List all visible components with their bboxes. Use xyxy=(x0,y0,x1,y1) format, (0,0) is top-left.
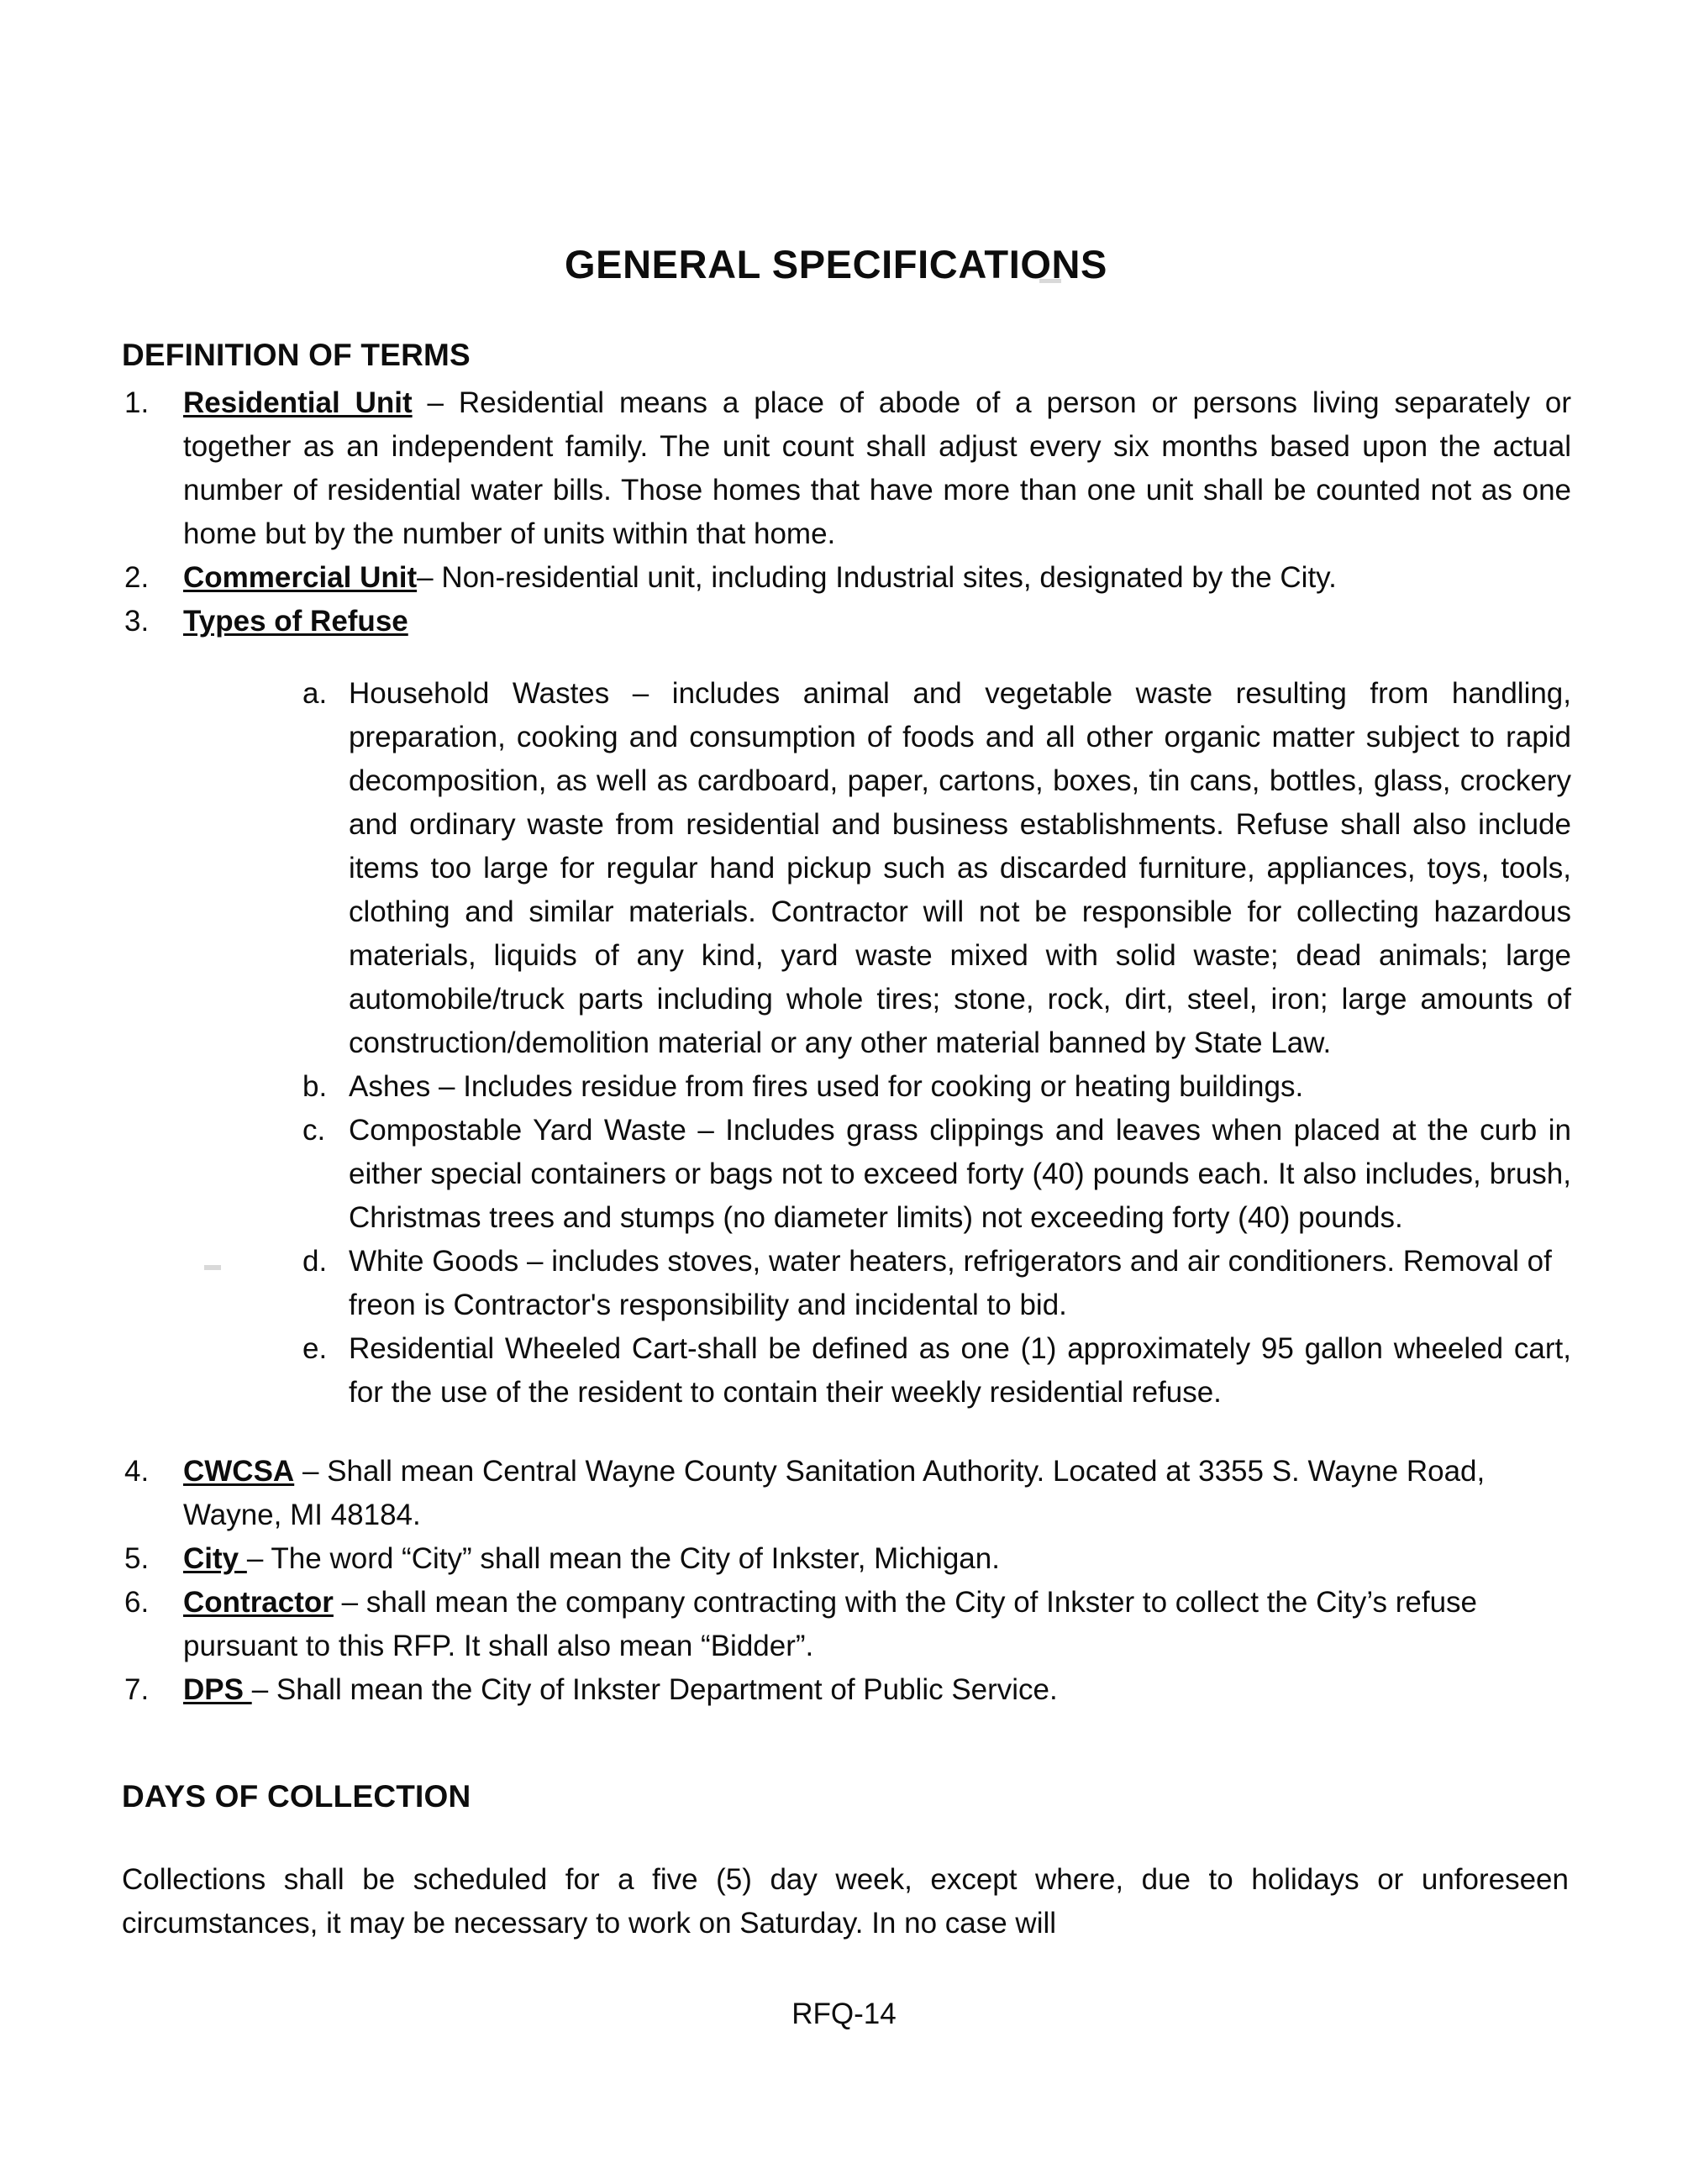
list-item-commercial-unit xyxy=(122,556,1571,600)
refuse-type-text: Ashes – Includes residue from fires used for cooking or heating buildings. xyxy=(349,1070,1304,1103)
definition-body xyxy=(183,1537,1571,1581)
definition-body xyxy=(183,1581,1571,1668)
list-marker: d. xyxy=(302,1245,328,1278)
spacer xyxy=(122,1415,1571,1450)
definition-text: – Shall mean the City of Inkster Department of Public Service. xyxy=(251,1673,1058,1706)
refuse-type-household-wastes xyxy=(302,672,1571,1065)
defined-term: DPS xyxy=(183,1673,252,1706)
page-content xyxy=(122,0,1571,1945)
refuse-type-text: Residential Wheeled Cart-shall be defined as one (1) approximately 95 gallon wheeled cart, for the use of the resident to contain their weekly residential refuse. xyxy=(349,1332,1571,1409)
list-marker: 1. xyxy=(124,386,150,419)
definition-text: – Non-residential unit, including Industrial sites, designated by the City. xyxy=(417,561,1337,594)
defined-term: Types of Refuse xyxy=(183,605,408,638)
refuse-type-text: White Goods – includes stoves, water heaters, refrigerators and air conditioners. Removal of freon is Contractor's responsibility and incidental to bid. xyxy=(349,1245,1552,1321)
definition-body xyxy=(183,1450,1571,1537)
list-item-contractor xyxy=(122,1581,1571,1668)
list-item-city xyxy=(122,1537,1571,1581)
definition-body xyxy=(183,1668,1571,1712)
section-heading-definition-of-terms: DEFINITION OF TERMS xyxy=(122,338,471,372)
refuse-types-wrapper xyxy=(122,643,1571,1415)
list-marker: 4. xyxy=(124,1455,150,1488)
definition-terms-list-continued xyxy=(122,1450,1571,1712)
list-item-dps xyxy=(122,1668,1571,1712)
defined-term: CWCSA xyxy=(183,1455,295,1488)
definition-body xyxy=(183,381,1571,556)
page-footer: RFQ-14 xyxy=(791,1998,897,2030)
definition-text: – The word “City” shall mean the City of Inkster, Michigan. xyxy=(246,1542,1000,1575)
list-marker: a. xyxy=(302,677,328,710)
definition-body xyxy=(183,556,1571,600)
list-marker: b. xyxy=(302,1070,328,1103)
refuse-type-text: Compostable Yard Waste – Includes grass clippings and leaves when placed at the curb in either special containers or bags not to exceed forty (40) pounds each. It also includes, brush, Christmas trees and stumps (no diameter limits) not exceeding forty (40) pounds. xyxy=(349,1114,1571,1234)
list-item-residential-unit xyxy=(122,381,1571,556)
list-marker: 7. xyxy=(124,1673,150,1706)
definition-text: – shall mean the company contracting with the City of Inkster to collect the City’s refuse pursuant to this RFP. It shall also mean “Bidder”. xyxy=(183,1586,1478,1662)
defined-term: Commercial Unit xyxy=(183,561,418,594)
list-marker: 3. xyxy=(124,605,150,638)
list-marker: c. xyxy=(302,1114,326,1147)
defined-term: Residential Unit xyxy=(183,386,413,419)
definition-terms-list xyxy=(122,381,1571,643)
defined-term: Contractor xyxy=(183,1586,334,1619)
refuse-type-compostable-yard-waste xyxy=(302,1109,1571,1240)
list-marker: 5. xyxy=(124,1542,150,1575)
list-marker: 6. xyxy=(124,1586,150,1619)
definition-text: – Residential means a place of abode of a person or persons living separately or together as an independent family. The unit count shall adjust every six months based upon the actual number of residential water bills. Those homes that have more than one unit shall be counted not as one home but by the number of units within that home. xyxy=(183,386,1572,550)
spacer xyxy=(122,373,1571,381)
refuse-types-list xyxy=(122,672,1571,1415)
page-title: GENERAL SPECIFICATIONS xyxy=(564,242,1108,286)
refuse-type-white-goods xyxy=(302,1240,1571,1327)
refuse-type-text: Household Wastes – includes animal and vegetable waste resulting from handling, preparation, cooking and consumption of foods and all other organic matter subject to rapid decomposition, as well as cardboard, paper, cartons, boxes, tin cans, bottles, glass, crockery and ordinary waste from residential and business establishments. Refuse shall also include items too large for regular hand pickup such as discarded furniture, appliances, toys, tools, clothing and similar materials. Contractor will not be responsible for collecting hazardous materials, liquids of any kind, yard waste mixed with solid waste; dead animals; large automobile/truck parts including whole tires; stone, rock, dirt, steel, iron; large amounts of construction/demolition material or any other material banned by State Law. xyxy=(349,677,1571,1059)
definition-text: – Shall mean Central Wayne County Sanitation Authority. Located at 3355 S. Wayne Road, Wayne, MI 48184. xyxy=(183,1455,1486,1531)
defined-term: City xyxy=(183,1542,247,1575)
days-of-collection-paragraph: Collections shall be scheduled for a five (5) day week, except where, due to holidays or unforeseen circumstances, it may be necessary to work on Saturday. In no case will xyxy=(122,1863,1569,1940)
list-marker: e. xyxy=(302,1332,328,1365)
refuse-type-residential-wheeled-cart xyxy=(302,1327,1571,1415)
list-marker: 2. xyxy=(124,561,150,594)
refuse-type-ashes xyxy=(302,1065,1571,1109)
definition-body xyxy=(183,600,1571,643)
section-heading-days-of-collection: DAYS OF COLLECTION xyxy=(122,1779,471,1814)
list-item-types-of-refuse xyxy=(122,600,1571,643)
list-item-cwcsa xyxy=(122,1450,1571,1537)
